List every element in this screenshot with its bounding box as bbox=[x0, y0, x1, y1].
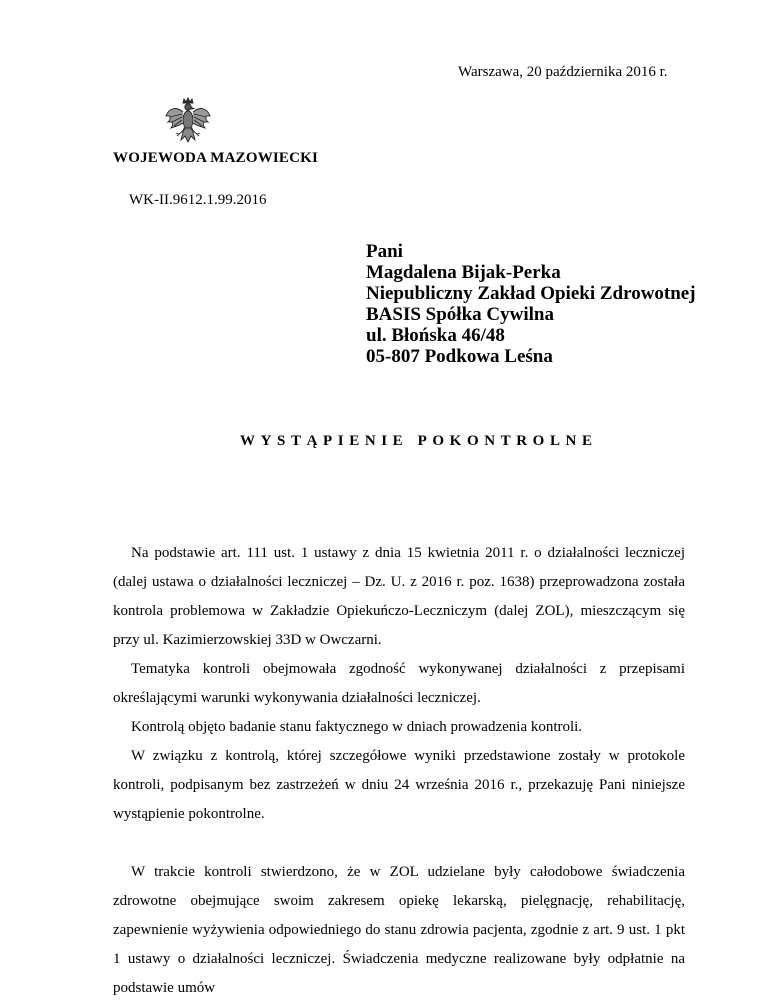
recipient-address bbox=[366, 241, 696, 367]
recipient-line: 05-807 Podkowa Leśna bbox=[366, 346, 553, 367]
recipient-line: ul. Błońska 46/48 bbox=[366, 325, 505, 346]
body-paragraph: Na podstawie art. 111 ust. 1 ustawy z dnia 15 kwietnia 2011 r. o działalności leczniczej (dalej ustawa o działalności leczniczej – Dz. U. z 2016 r. poz. 1638) przeprowadzona została kontrola problemowa w Zakładzie Opiekuńczo-Leczniczym (dalej ZOL), mieszczącym się przy ul. Kazimierzowskiej 33D w Owczarni. bbox=[113, 545, 685, 648]
body-paragraph: W związku z kontrolą, której szczegółowe wyniki przedstawione zostały w protokole kontroli, podpisanym bez zastrzeżeń w dniu 24 września 2016 r., przekazuję Pani niniejsze wystąpienie pokontrolne. bbox=[113, 748, 685, 822]
document-body bbox=[113, 539, 685, 1003]
document-title: WYSTĄPIENIE POKONTROLNE bbox=[240, 433, 598, 449]
recipient-line: Magdalena Bijak-Perka bbox=[366, 262, 561, 283]
body-paragraph: Kontrolą objęto badanie stanu faktycznego w dniach prowadzenia kontroli. bbox=[131, 719, 583, 735]
body-paragraph: Tematyka kontroli obejmowała zgodność wykonywanej działalności z przepisami określającymi warunki wykonywania działalności leczniczej. bbox=[113, 661, 685, 706]
issuing-authority: WOJEWODA MAZOWIECKI bbox=[113, 150, 319, 166]
recipient-line: Niepubliczny Zakład Opieki Zdrowotnej bbox=[366, 283, 696, 304]
recipient-line: Pani bbox=[366, 241, 403, 262]
polish-eagle-icon bbox=[164, 96, 212, 148]
letter-date: Warszawa, 20 października 2016 r. bbox=[458, 64, 668, 80]
reference-number: WK-II.9612.1.99.2016 bbox=[129, 192, 267, 208]
recipient-line: BASIS Spółka Cywilna bbox=[366, 304, 554, 325]
body-paragraph: W trakcie kontroli stwierdzono, że w ZOL udzielane były całodobowe świadczenia zdrowotne obejmujące swoim zakresem opiekę lekarską, pielęgnację, rehabilitację, zapewnienie wyżywienia odpowiedniego do stanu zdrowia pacjenta, zgodnie z art. 9 ust. 1 pkt 1 ustawy o działalności leczniczej. Świadczenia medyczne realizowane były odpłatnie na podstawie umów bbox=[113, 864, 685, 996]
